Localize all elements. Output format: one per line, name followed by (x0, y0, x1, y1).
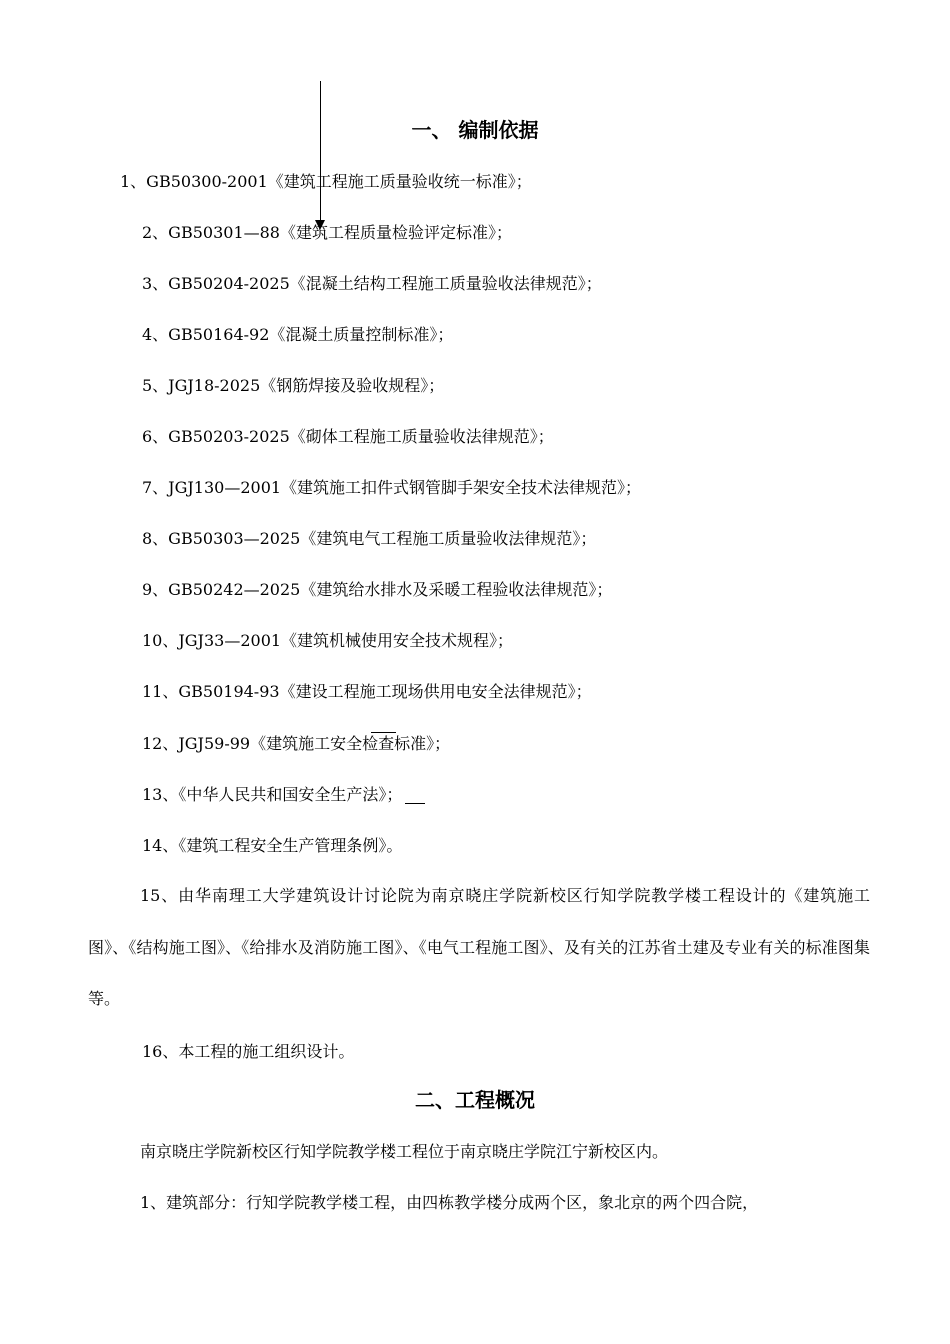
reference-item-12: 12、JGJ59-99《建筑施工安全检查标准》； (142, 734, 451, 753)
reference-item-9: 9、GB50242—2025《建筑给水排水及采暖工程验收法律规范》； (142, 580, 613, 599)
reference-item-10: 10、JGJ33—2001《建筑机械使用安全技术规程》； (142, 631, 514, 650)
section-2-heading: 二、工程概况 (415, 1088, 535, 1112)
overview-intro: 南京晓庄学院新校区行知学院教学楼工程位于南京晓庄学院江宁新校区内。 (140, 1142, 669, 1161)
reference-item-14: 14、《建筑工程安全生产管理条例》。 (142, 836, 403, 855)
reference-item-2: 2、GB50301—88《建筑工程质量检验评定标准》； (142, 223, 512, 242)
reference-item-3: 3、GB50204-2025《混凝土结构工程施工质量验收法律规范》； (142, 274, 602, 293)
reference-item-5: 5、JGJ18-2025《钢筋焊接及验收规程》； (142, 376, 445, 395)
overline-mark (371, 732, 396, 733)
reference-item-4: 4、GB50164-92《混凝土质量控制标准》； (142, 325, 454, 344)
reference-item-15: 15、由华南理工大学建筑设计讨论院为南京晓庄学院新校区行知学院教学楼工程设计的《建筑施工图》、《结构施工图》、《给排水及消防施工图》、《电气工程施工图》、及有关的江苏省土建及专业有关的标准图集等。 (88, 886, 870, 1008)
reference-item-6: 6、GB50203-2025《砌体工程施工质量验收法律规范》； (142, 427, 554, 446)
section-1-heading: 一、 编制依据 (411, 118, 539, 142)
reference-item-11: 11、GB50194-93《建设工程施工现场供用电安全法律规范》； (142, 682, 592, 701)
reference-item-16: 16、本工程的施工组织设计。 (142, 1042, 355, 1061)
overview-item-1: 1、建筑部分：行知学院教学楼工程，由四栋教学楼分成两个区，象北京的两个四合院， (140, 1193, 759, 1212)
reference-item-13: 13、《中华人民共和国安全生产法》； (142, 785, 403, 804)
reference-item-8: 8、GB50303—2025《建筑电气工程施工质量验收法律规范》； (142, 529, 597, 548)
annotation-arrow-line (320, 81, 321, 221)
reference-item-1: 1、GB50300-2001《建筑工程施工质量验收统一标准》； (120, 172, 532, 191)
reference-item-7: 7、JGJ130—2001《建筑施工扣件式钢管脚手架安全技术法律规范》； (142, 478, 642, 497)
underline-mark (405, 803, 425, 804)
